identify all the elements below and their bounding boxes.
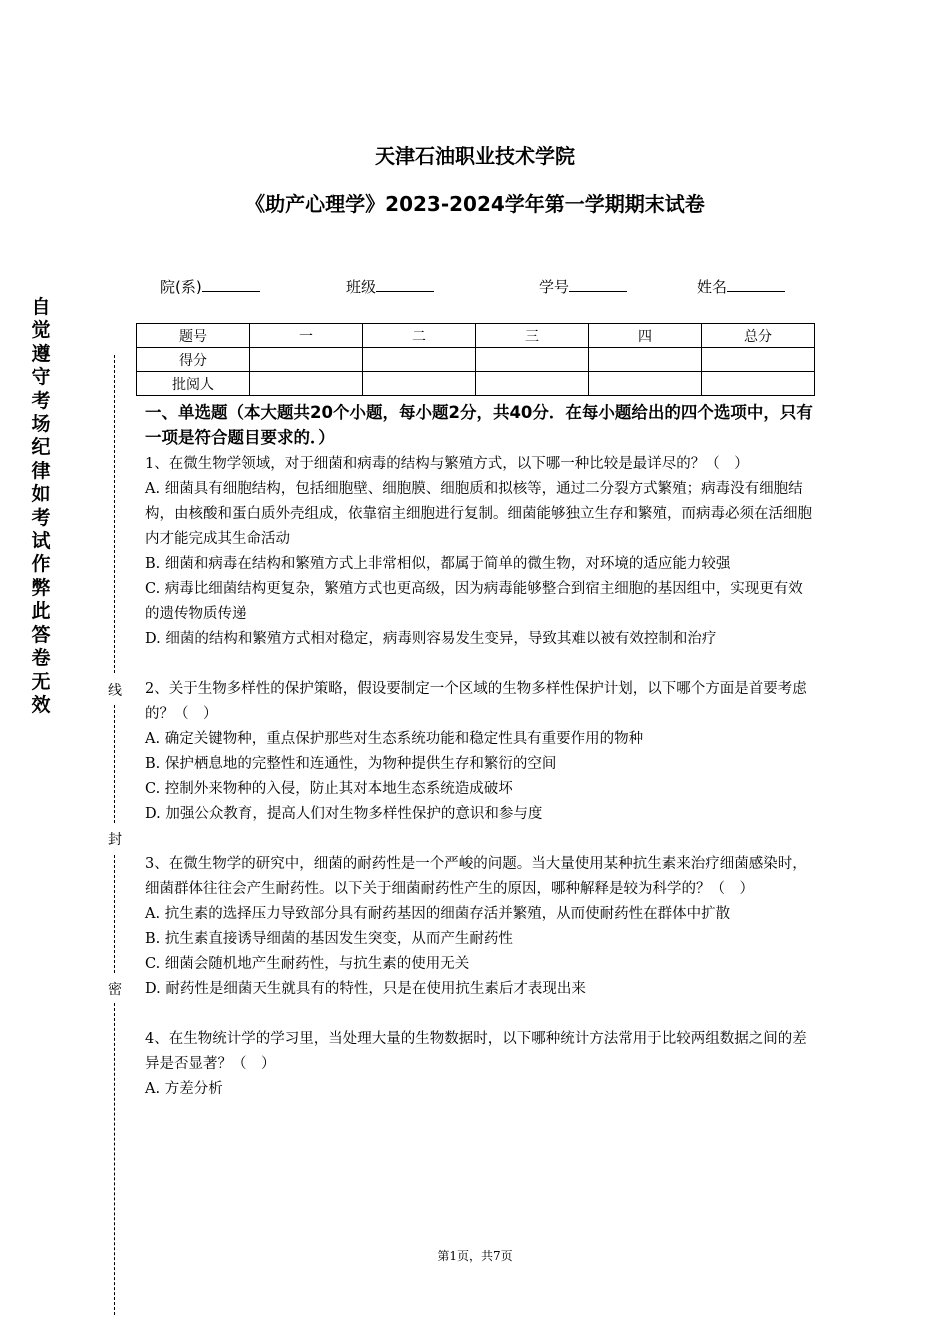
answer-option[interactable]: B. 抗生素直接诱导细菌的基因发生突变，从而产生耐药性 [145, 931, 513, 947]
grader-cell[interactable] [250, 372, 363, 396]
binding-mark-secret: 密 [106, 979, 124, 999]
grader-row [137, 372, 815, 396]
question-stem: 2、关于生物多样性的保护策略，假设要制定一个区域的生物多样性保护计划，以下哪个方面是首要考虑的？（ ） [145, 681, 807, 722]
question-1 [145, 452, 815, 652]
question-stem: 4、在生物统计学的学习里，当处理大量的生物数据时，以下哪种统计方法常用于比较两组数据之间的差异是否显著？（ ） [145, 1031, 807, 1072]
section-heading: 一、单选题（本大题共20个小题，每小题2分，共40分．在每小题给出的四个选项中，只有一项是符合题目要求的．） [145, 403, 813, 447]
binding-mark-seal: 封 [106, 829, 124, 849]
student-id-field [539, 276, 627, 297]
grader-cell[interactable] [363, 372, 476, 396]
binding-line-segment [114, 705, 115, 823]
class-field [346, 276, 434, 297]
score-cell[interactable] [363, 348, 476, 372]
answer-option[interactable]: D. 细菌的结构和繁殖方式相对稳定，病毒则容易发生变异，导致其难以被有效控制和治疗 [145, 631, 717, 647]
answer-option[interactable]: D. 加强公众教育，提高人们对生物多样性保护的意识和参与度 [145, 806, 543, 822]
score-row-label: 得分 [137, 348, 250, 372]
class-blank[interactable] [376, 277, 434, 292]
score-cell[interactable] [476, 348, 589, 372]
question-stem: 1、在微生物学领域，对于细菌和病毒的结构与繁殖方式，以下哪一种比较是最详尽的？（ ） [145, 456, 749, 472]
score-header-cell: 一 [250, 324, 363, 348]
grader-cell[interactable] [702, 372, 815, 396]
student-id-label: 学号 [539, 278, 570, 296]
answer-option[interactable]: A. 确定关键物种，重点保护那些对生态系统功能和稳定性具有重要作用的物种 [145, 731, 644, 747]
exam-discipline-warning: 自觉遵守考场纪律如考试作弊此答卷无效 [31, 296, 51, 716]
grader-cell[interactable] [476, 372, 589, 396]
question-3 [145, 852, 815, 1002]
score-table-header-row [137, 324, 815, 348]
binding-mark-line: 线 [106, 680, 124, 700]
department-blank[interactable] [202, 277, 260, 292]
grader-cell[interactable] [589, 372, 702, 396]
school-name: 天津石油职业技术学院 [375, 144, 575, 168]
score-header-cell: 总分 [702, 324, 815, 348]
answer-option[interactable]: A. 细菌具有细胞结构，包括细胞壁、细胞膜、细胞质和拟核等，通过二分裂方式繁殖；病毒没有细胞结构，由核酸和蛋白质外壳组成，依靠宿主细胞进行复制。细菌能够独立生存和繁殖，而病毒必须在活细胞内才能完成其生命活动 [145, 481, 812, 547]
answer-option[interactable]: C. 病毒比细菌结构更复杂，繁殖方式也更高级，因为病毒能够整合到宿主细胞的基因组中，实现更有效的遗传物质传递 [145, 581, 803, 622]
score-header-cell: 三 [476, 324, 589, 348]
score-header-cell: 题号 [137, 324, 250, 348]
answer-option[interactable]: C. 细菌会随机地产生耐药性，与抗生素的使用无关 [145, 956, 470, 972]
exam-content [145, 400, 815, 1102]
class-label: 班级 [346, 278, 377, 296]
answer-option[interactable]: D. 耐药性是细菌天生就具有的特性，只是在使用抗生素后才表现出来 [145, 981, 586, 997]
score-header-cell: 二 [363, 324, 476, 348]
binding-line-segment [114, 1003, 115, 1315]
question-4 [145, 1027, 815, 1102]
answer-option[interactable]: B. 保护栖息地的完整性和连通性，为物种提供生存和繁衍的空间 [145, 756, 557, 772]
page-number: 第1页，共7页 [437, 1249, 513, 1263]
question-2 [145, 677, 815, 827]
answer-option[interactable]: B. 细菌和病毒在结构和繁殖方式上非常相似，都属于简单的微生物，对环境的适应能力较强 [145, 556, 731, 572]
score-cell[interactable] [589, 348, 702, 372]
department-field [160, 276, 260, 297]
exam-title: 《助产心理学》2023-2024学年第一学期期末试卷 [245, 192, 705, 216]
name-label: 姓名 [697, 278, 728, 296]
name-field [697, 276, 785, 297]
score-row [137, 348, 815, 372]
score-cell[interactable] [250, 348, 363, 372]
score-header-cell: 四 [589, 324, 702, 348]
student-id-blank[interactable] [569, 277, 627, 292]
score-table [136, 323, 815, 396]
department-label: 院(系) [160, 278, 202, 296]
name-blank[interactable] [727, 277, 785, 292]
answer-option[interactable]: C. 控制外来物种的入侵，防止其对本地生态系统造成破坏 [145, 781, 513, 797]
answer-option[interactable]: A. 抗生素的选择压力导致部分具有耐药基因的细菌存活并繁殖，从而使耐药性在群体中扩散 [145, 906, 731, 922]
score-cell[interactable] [702, 348, 815, 372]
binding-line-segment [114, 355, 115, 673]
binding-line-segment [114, 855, 115, 973]
grader-row-label: 批阅人 [137, 372, 250, 396]
question-stem: 3、在微生物学的研究中，细菌的耐药性是一个严峻的问题。当大量使用某种抗生素来治疗细菌感染时，细菌群体往往会产生耐药性。以下关于细菌耐药性产生的原因，哪种解释是较为科学的？（ ） [145, 856, 807, 897]
answer-option[interactable]: A. 方差分析 [145, 1081, 223, 1097]
